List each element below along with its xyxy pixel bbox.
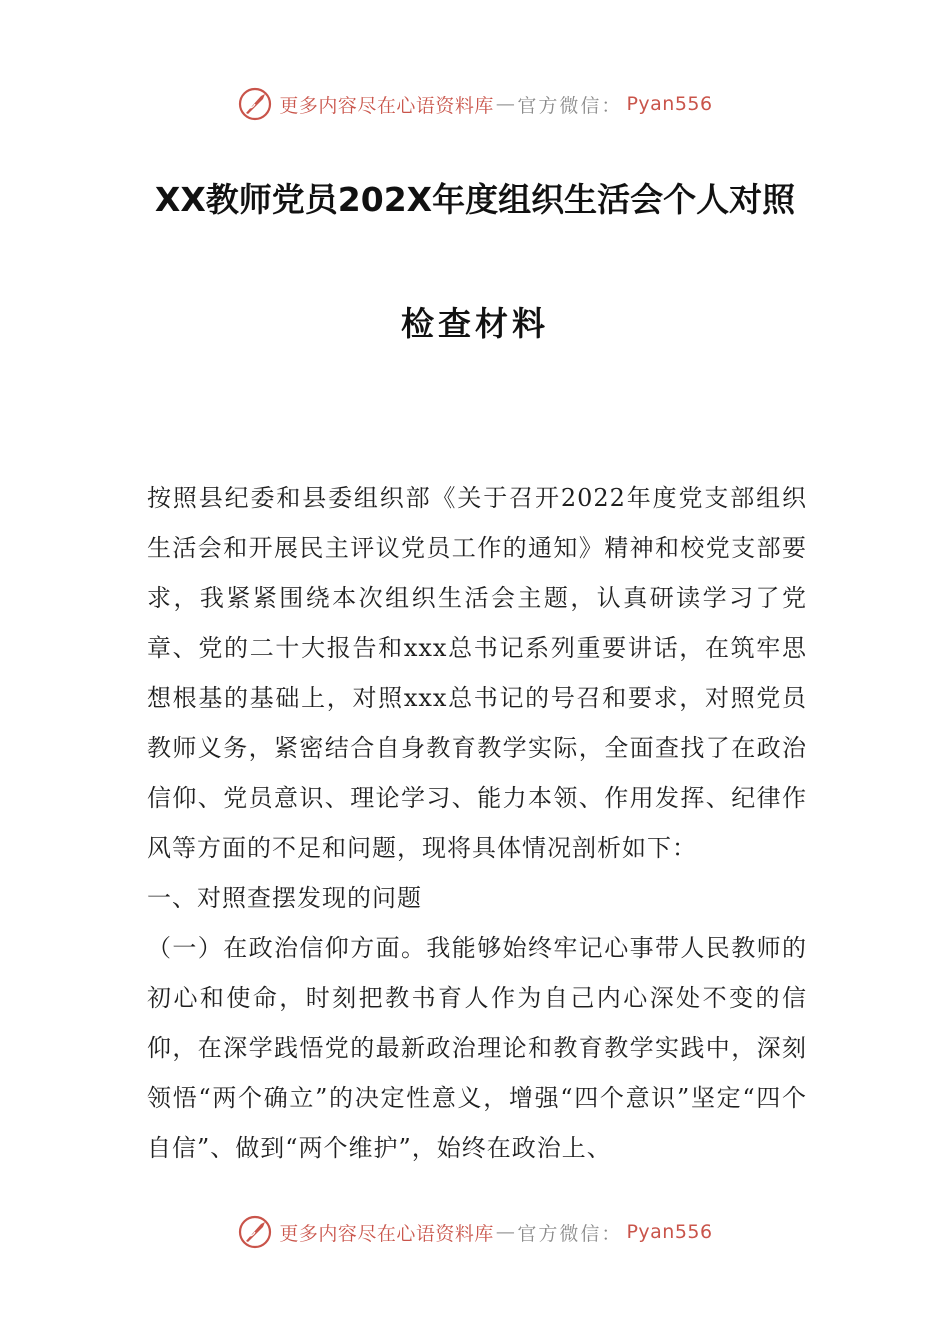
footer-watermark xyxy=(0,1212,950,1252)
document-body xyxy=(147,473,807,1173)
section-heading: 一、对照查摆发现的问题 xyxy=(147,884,422,912)
watermark-dash: — xyxy=(495,1221,516,1243)
document-title-line1: XX教师党员202X年度组织生活会个人对照 xyxy=(154,180,796,219)
watermark-official: 官方微信： xyxy=(517,94,623,117)
quill-logo-icon xyxy=(237,1214,273,1250)
watermark-dash: — xyxy=(495,93,516,115)
quill-logo-icon xyxy=(237,86,273,122)
watermark-text: 更多内容尽在心语资料库 xyxy=(279,1222,494,1245)
watermark-official: 官方微信： xyxy=(517,1222,623,1245)
watermark-wechat-id: Pyan556 xyxy=(626,93,713,115)
watermark-wechat-id: Pyan556 xyxy=(626,1221,713,1243)
header-watermark xyxy=(0,84,950,124)
paragraph-political-belief: （一）在政治信仰方面。我能够始终牢记心事带人民教师的初心和使命，时刻把教书育人作为自己内心深处不变的信仰，在深学践悟党的最新政治理论和教育教学实践中，深刻领悟“两个确立”的决定性意义，增强“四个意识”坚定“四个自信”、做到“两个维护”，始终在政治上、 xyxy=(147,934,807,1162)
document-title-line2: 检查材料 xyxy=(401,304,549,343)
paragraph-intro: 按照县纪委和县委组织部《关于召开2022年度党支部组织生活会和开展民主评议党员工作的通知》精神和校党支部要求，我紧紧围绕本次组织生活会主题，认真研读学习了党章、党的二十大报告和xxx总书记系列重要讲话，在筑牢思想根基的基础上，对照xxx总书记的号召和要求，对照党员教师义务，紧密结合自身教育教学实际，全面查找了在政治信仰、党员意识、理论学习、能力本领、作用发挥、纪律作风等方面的不足和问题，现将具体情况剖析如下： xyxy=(147,484,807,862)
watermark-text: 更多内容尽在心语资料库 xyxy=(279,94,494,117)
